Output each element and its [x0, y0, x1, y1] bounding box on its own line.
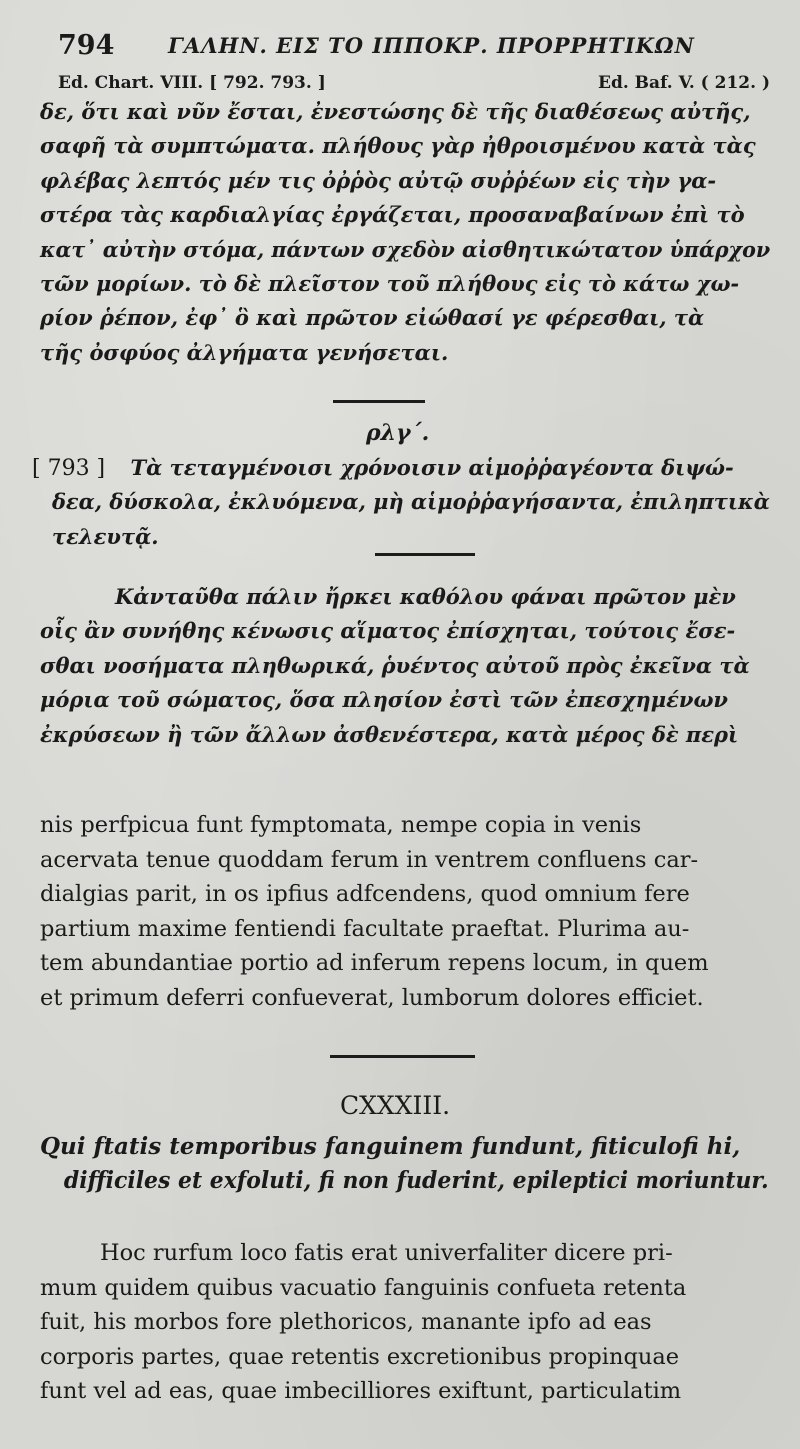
text-line: μόρια τοῦ σώματος, ὅσα πλησίον ἐστὶ τῶν ἐπεσχημένων: [40, 687, 729, 713]
text-line: ἐκρύσεων ἢ τῶν ἄλλων ἀσθενέστερα, κατὰ μέρος δὲ περὶ: [40, 721, 739, 747]
latin-commentary-continued: [40, 808, 770, 1015]
page-header: [58, 30, 758, 70]
text-line: mum quidem quibus vacuatio fanguinis confueta retenta: [40, 1274, 687, 1301]
text-line: δε, ὅτι καὶ νῦν ἔσται, ἐνεστώσης δὲ τῆς διαθέσεως αὐτῆς,: [40, 99, 751, 124]
greek-commentary-continued: [40, 95, 770, 370]
latin-commentary: [40, 1236, 770, 1409]
text-line: [ 793 ] Τὰ τεταγμένοισι χρόνοισιν αἱμοῤῥαγέοντα διψώ-: [32, 455, 734, 481]
edition-basel-ref: Ed. Baf. V. ( 212. ): [598, 73, 770, 93]
text-line: ρίον ῥέπον, ἐφ᾽ ὃ καὶ πρῶτον εἰώθασί γε φέρεσθαι, τὰ: [40, 305, 705, 331]
text-line: σθαι νοσήματα πληθωρικά, ῥυέντος αὐτοῦ πρὸς ἐκεῖνα τὰ: [40, 652, 750, 678]
running-title: ΓΑΛΗΝ. ΕΙΣ ΤΟ ΙΠΠΟΚΡ. ΠΡΟΡΡΗΤΙΚΩΝ: [168, 33, 695, 58]
latin-section-number: CXXXIII.: [340, 1091, 451, 1120]
text-line: tem abundantiae portio ad inferum repens locum, in quem: [40, 950, 709, 976]
page-marker: [ 793 ]: [32, 456, 106, 481]
text-line: τελευτᾷ.: [52, 523, 159, 549]
text-line: Hoc rurfum loco fatis erat univerfaliter dicere pri-: [100, 1240, 673, 1266]
text-line: fuit, his morbos fore plethoricos, manante ipfo ad eas: [40, 1309, 652, 1335]
text-line: τῆς ὀσφύος ἀλγήματα γενήσεται.: [40, 339, 449, 365]
greek-section-number: ρλγ΄.: [366, 420, 430, 446]
text-line: Qui ftatis temporibus fanguinem fundunt, fiticulofi hi,: [40, 1133, 741, 1160]
text-line: dialgias parit, in os ipfius adfcendens, quod omnium fere: [40, 881, 690, 907]
latin-lemma: [40, 1130, 770, 1199]
text-line: φλέβας λεπτός μέν τις ὀῤῥὸς αὐτῷ συῤῥέων εἰς τὴν γα-: [40, 167, 717, 193]
section-divider: [375, 553, 475, 556]
section-divider: [333, 400, 425, 403]
text-line: τῶν μορίων. τὸ δὲ πλεῖστον τοῦ πλήθους εἰς τὸ κάτω χω-: [40, 270, 740, 296]
edition-chartier-ref: Ed. Chart. VIII. [ 792. 793. ]: [58, 73, 326, 93]
text-line: κατ᾽ αὐτὴν στόμα, πάντων σχεδὸν αἰσθητικώτατον ὑπάρχον: [40, 236, 771, 262]
text-line: difficiles et exfoluti, fi non fuderint, epileptici moriuntur.: [63, 1167, 769, 1195]
text-line: partium maxime fentiendi facultate praeftat. Plurima au-: [40, 915, 690, 942]
page-number: 794: [58, 30, 115, 61]
text-line: δεα, δύσκολα, ἐκλυόμενα, μὴ αἱμοῤῥαγήσαντα, ἐπιληπτικὰ: [51, 489, 770, 515]
text-line: funt vel ad eas, quae imbecilliores exiftunt, particulatim: [40, 1378, 682, 1404]
greek-lemma: [32, 451, 770, 554]
text-line: acervata tenue quoddam ferum in ventrem confluens car-: [40, 846, 699, 873]
section-divider: [330, 1055, 475, 1058]
text-line: στέρα τὰς καρδιαλγίας ἐργάζεται, προσαναβαίνων ἐπὶ τὸ: [40, 202, 745, 228]
text-line: σαφῆ τὰ συμπτώματα. πλήθους γὰρ ἠθροισμένου κατὰ τὰς: [40, 133, 756, 159]
text-line: et primum deferri confueverat, lumborum dolores efficiet.: [40, 984, 704, 1011]
greek-commentary: [40, 580, 770, 752]
text-line: corporis partes, quae retentis excretionibus propinquae: [40, 1343, 680, 1370]
text-line: nis perfpicua funt fymptomata, nempe copia in venis: [40, 812, 642, 838]
text-line: οἷς ἂν συνήθης κένωσις αἵματος ἐπίσχηται, τούτοις ἔσε-: [40, 618, 736, 644]
text-line: Κἀνταῦθα πάλιν ἤρκει καθόλου φάναι πρῶτον μὲν: [115, 584, 736, 609]
